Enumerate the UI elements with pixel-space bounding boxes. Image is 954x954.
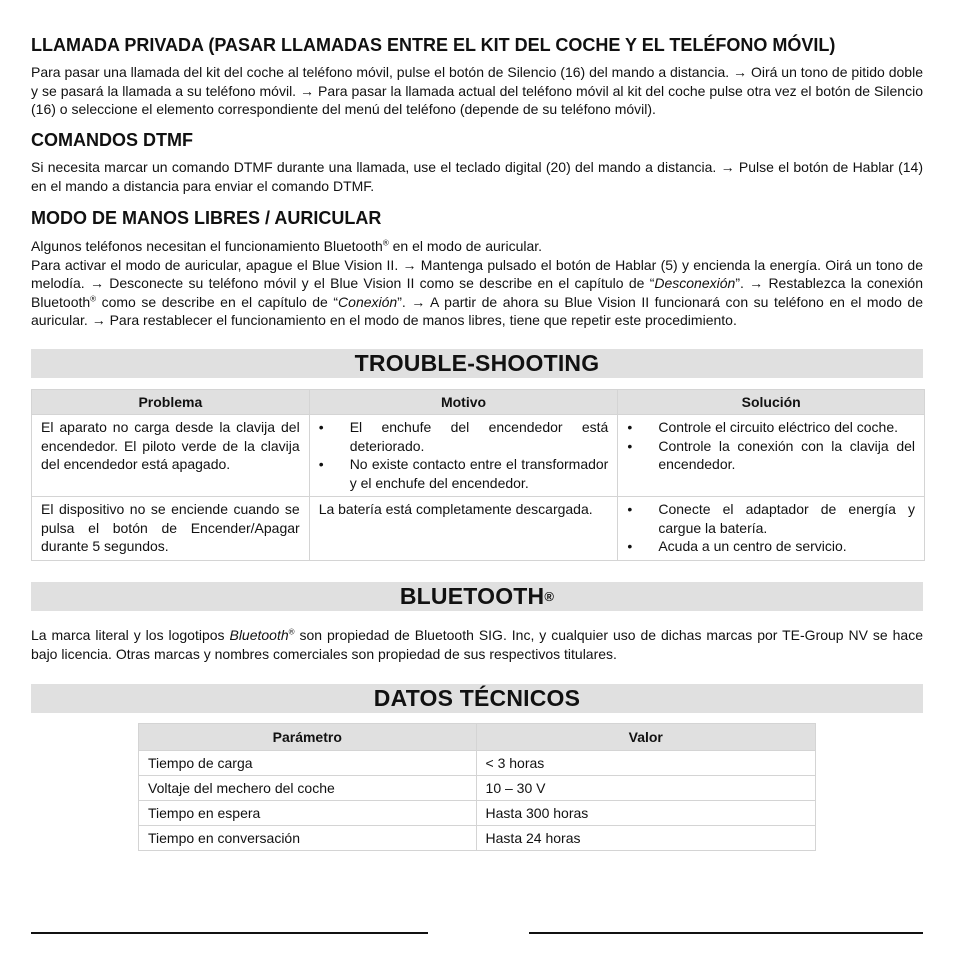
handsfree-text-1	[31, 237, 923, 256]
bluetooth-text-b: son propiedad de Bluetooth SIG. Inc, y cualquier uso de dichas marcas por TE-Group NV se hace bajo licencia. Otras marcas y nombres comerciales son propiedad de sus respectivos titulares.	[31, 627, 923, 662]
dtmf-text: Si necesita marcar un comando DTMF durante una llamada, use el teclado digital (20) del mando a distancia. → Pulse el botón de Hablar (14) en el mando a distancia para enviar el comando DTMF.	[31, 159, 923, 194]
private-call-text: Para pasar una llamada del kit del coche al teléfono móvil, pulse el botón de Silencio (16) del mando a distancia. → Oirá un tono de pitido doble y se pasará la llamada a su teléfono móvil. → Para pasar la llamada actual del teléfono móvil al kit del coche pulse otra vez el botón de Silencio (16) o seleccione el elemento correspondiente del menú del teléfono (depende de su teléfono móvil).	[31, 64, 923, 117]
solution-cell	[618, 497, 925, 561]
handsfree-text-2	[31, 256, 923, 330]
parameter-cell: Tiempo en conversación	[139, 826, 477, 851]
dtmf-heading: COMANDOS DTMF	[31, 130, 193, 150]
handsfree-line1-a: Algunos teléfonos necesitan el funcionamiento Bluetooth	[31, 238, 383, 254]
parameter-cell: Voltaje del mechero del coche	[139, 776, 477, 801]
handsfree-line2-a: Para activar el modo de auricular, apague el Blue Vision II. → Mantenga pulsado el botón de Hablar (5) y encienda la energía. Oirá un tono de melodía. → Desconecte su teléfono móvil y el Blue Vision II como se describe en el capítulo de “	[31, 256, 923, 291]
handsfree-line1-b: en el modo de auricular.	[388, 238, 543, 254]
handsfree-line2-b: ”. → Restablezca la conexión Bluetooth	[31, 275, 924, 310]
handsfree-line2-d: ”. → A partir de ahora su Blue Vision II funcionará con su teléfono en el modo de auricular. → Para restablecer el funcionamiento en el modo de manos libres, tiene que repetir este procedimiento.	[31, 293, 924, 328]
registered-mark: ®	[288, 627, 295, 637]
value-cell: Hasta 300 horas	[476, 801, 815, 826]
dtmf-section	[31, 129, 923, 195]
registered-mark: ®	[382, 238, 389, 248]
table-row	[32, 415, 925, 497]
bluetooth-text	[31, 626, 923, 663]
problem-cell: El aparato no carga desde la clavija del encendedor. El piloto verde de la clavija del encendedor está apagado.	[32, 415, 310, 497]
problem-cell: El dispositivo no se enciende cuando se pulsa el botón de Encender/Apagar durante 5 segundos.	[32, 497, 310, 561]
handsfree-line2-em1: Desconexión	[654, 275, 736, 291]
troubleshooting-title	[31, 349, 923, 378]
handsfree-section	[31, 207, 923, 330]
registered-mark: ®	[90, 293, 97, 303]
reason-cell: La batería está completamente descargada.	[309, 497, 618, 561]
value-cell: Hasta 24 horas	[476, 826, 815, 851]
specs-table	[138, 723, 816, 851]
private-call-heading: LLAMADA PRIVADA (PASAR LLAMADAS ENTRE EL KIT DEL COCHE Y EL TELÉFONO MÓVIL)	[31, 35, 836, 55]
table-row	[139, 751, 816, 776]
footer-rule-right	[529, 932, 923, 934]
handsfree-line2-c: como se describe en el capítulo de “	[96, 293, 339, 310]
reason-cell	[309, 415, 618, 497]
parameter-cell: Tiempo de carga	[139, 751, 477, 776]
troubleshooting-title-text: TROUBLE-SHOOTING	[354, 350, 600, 376]
column-header-reason: Motivo	[309, 390, 618, 415]
list-item: • Controle la conexión con la clavija del encendedor.	[627, 437, 915, 474]
table-row	[32, 497, 925, 561]
list-item: • Acuda a un centro de servicio.	[627, 537, 915, 556]
bluetooth-title: BLUETOOTH ®	[31, 582, 923, 611]
list-item: • El enchufe del encendedor está deteriorado.	[319, 418, 609, 455]
handsfree-heading: MODO DE MANOS LIBRES / AURICULAR	[31, 208, 382, 228]
value-cell: 10 – 30 V	[476, 776, 815, 801]
bluetooth-text-em: Bluetooth	[229, 627, 289, 643]
list-item: • No existe contacto entre el transformador y el enchufe del encendedor.	[319, 455, 609, 492]
specs-title-text: DATOS TÉCNICOS	[373, 685, 581, 711]
specs-title	[31, 684, 923, 713]
troubleshooting-table	[31, 389, 925, 561]
private-call-section	[31, 34, 923, 119]
column-header-solution: Solución	[618, 390, 925, 415]
column-header-value: Valor	[476, 724, 815, 751]
bluetooth-title-text: BLUETOOTH	[399, 583, 545, 609]
parameter-cell: Tiempo en espera	[139, 801, 477, 826]
footer-rule-left	[31, 932, 428, 934]
column-header-problem: Problema	[32, 390, 310, 415]
list-item: • Conecte el adaptador de energía y cargue la batería.	[627, 500, 915, 537]
column-header-parameter: Parámetro	[139, 724, 477, 751]
handsfree-line2-em2: Conexión	[338, 293, 398, 310]
table-row	[139, 776, 816, 801]
table-row	[139, 826, 816, 851]
table-row	[139, 801, 816, 826]
table-header-row	[139, 724, 816, 751]
value-cell: < 3 horas	[476, 751, 815, 776]
list-item: • Controle el circuito eléctrico del coche.	[627, 418, 915, 437]
solution-cell	[618, 415, 925, 497]
table-header-row	[32, 390, 925, 415]
bluetooth-text-a: La marca literal y los logotipos	[31, 627, 230, 643]
